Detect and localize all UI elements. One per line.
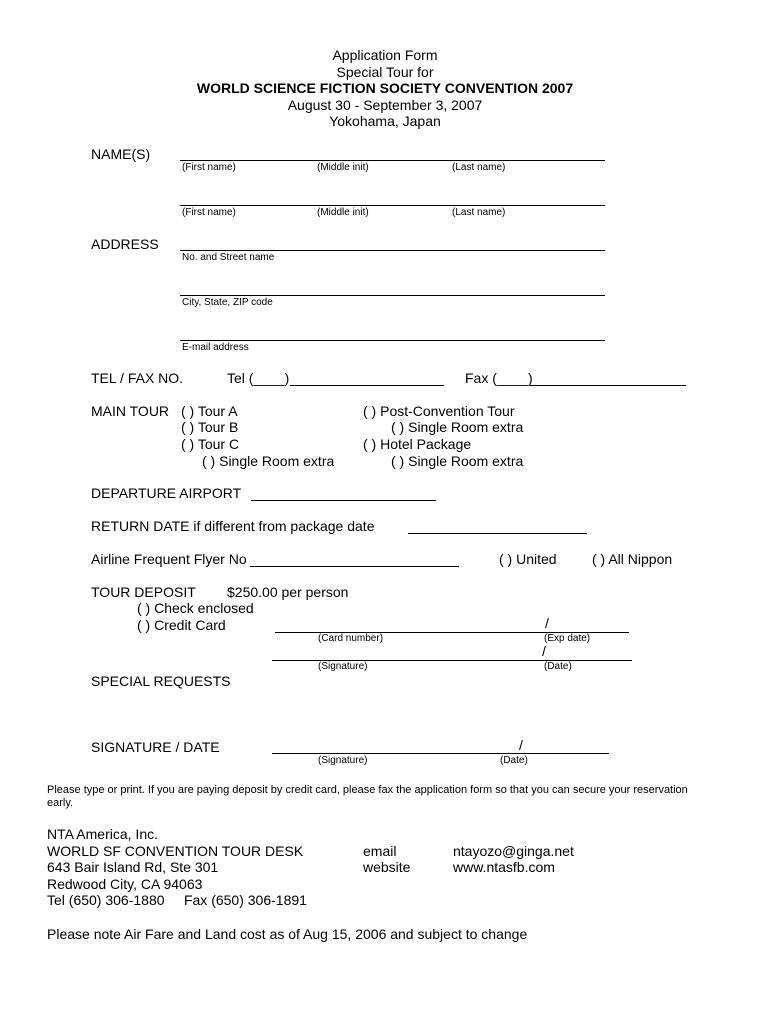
tour-deposit-label: TOUR DEPOSIT: [91, 584, 196, 600]
final-signature-caption: (Signature): [318, 755, 368, 766]
event-dates: August 30 - September 3, 2007: [287, 97, 483, 113]
airline-number-line[interactable]: [250, 566, 459, 567]
tel-line[interactable]: [290, 385, 444, 386]
first-name-caption-1: (First name): [182, 162, 236, 173]
deposit-amount: $250.00 per person: [227, 584, 349, 600]
email-label: email: [363, 843, 397, 859]
return-date-label: RETURN DATE if different from package date: [91, 518, 375, 534]
exp-date-caption: (Exp date): [544, 633, 591, 644]
final-slash: /: [519, 737, 523, 753]
fax-line[interactable]: [530, 385, 686, 386]
main-tour-label: MAIN TOUR: [91, 403, 170, 419]
website-label: website: [363, 859, 411, 875]
hotel-single-room-option[interactable]: ( ) Single Room extra: [391, 453, 524, 469]
middle-init-caption-2: (Middle init): [317, 207, 369, 218]
names-label: NAME(S): [91, 146, 151, 162]
city-line[interactable]: [180, 295, 605, 296]
contact-city: Redwood City, CA 94063: [47, 876, 203, 892]
departure-airport-line[interactable]: [251, 500, 436, 501]
tel-label: Tel (____): [227, 370, 290, 386]
contact-street: 643 Bair Island Rd, Ste 301: [47, 859, 219, 875]
middle-init-caption-1: (Middle init): [317, 162, 369, 173]
fax-label: Fax (____): [465, 370, 533, 386]
event-location: Yokohama, Japan: [329, 113, 441, 129]
event-title: WORLD SCIENCE FICTION SOCIETY CONVENTION 2007: [196, 80, 574, 96]
last-name-caption-1: (Last name): [452, 162, 506, 173]
first-name-caption-2: (First name): [182, 207, 236, 218]
hotel-package-option[interactable]: ( ) Hotel Package: [363, 436, 472, 452]
special-requests-label: SPECIAL REQUESTS: [91, 673, 231, 689]
last-name-caption-2: (Last name): [452, 207, 506, 218]
form-subtitle: Special Tour for: [336, 64, 434, 80]
single-room-option[interactable]: ( ) Single Room extra: [202, 453, 335, 469]
email-caption: E-mail address: [182, 342, 249, 353]
post-single-room-option[interactable]: ( ) Single Room extra: [391, 419, 524, 435]
street-caption: No. and Street name: [182, 252, 275, 263]
name2-line[interactable]: [180, 205, 605, 206]
all-nippon-option[interactable]: ( ) All Nippon: [592, 551, 673, 567]
tour-a-option[interactable]: ( ) Tour A: [181, 403, 238, 419]
final-signature-line[interactable]: [272, 753, 609, 754]
final-date-caption: (Date): [500, 755, 528, 766]
contact-company: NTA America, Inc.: [47, 826, 158, 842]
instructions-line-1: Please type or print. If you are paying deposit by credit card, please fax the application form so that you can secure your reservation: [47, 784, 688, 796]
contact-email[interactable]: ntayozo@ginga.net: [453, 843, 574, 859]
return-date-line[interactable]: [408, 533, 587, 534]
instructions-line-2: early.: [47, 797, 74, 809]
card-signature-caption: (Signature): [318, 661, 368, 672]
card-slash: /: [545, 615, 549, 631]
check-enclosed-option[interactable]: ( ) Check enclosed: [137, 600, 254, 616]
tour-c-option[interactable]: ( ) Tour C: [181, 436, 240, 452]
contact-desk: WORLD SF CONVENTION TOUR DESK: [47, 843, 304, 859]
email-line[interactable]: [180, 340, 605, 341]
credit-card-option[interactable]: ( ) Credit Card: [137, 617, 226, 633]
card-date-caption: (Date): [544, 661, 572, 672]
contact-website[interactable]: www.ntasfb.com: [453, 859, 555, 875]
street-line[interactable]: [180, 250, 605, 251]
address-label: ADDRESS: [91, 236, 159, 252]
united-option[interactable]: ( ) United: [499, 551, 557, 567]
departure-airport-label: DEPARTURE AIRPORT: [91, 485, 242, 501]
card-number-caption: (Card number): [318, 633, 384, 644]
tour-b-option[interactable]: ( ) Tour B: [181, 419, 239, 435]
form-title: Application Form: [332, 47, 438, 63]
contact-phone-fax: Tel (650) 306-1880 Fax (650) 306-1891: [47, 892, 307, 908]
card-sig-slash: /: [542, 643, 546, 659]
name1-line[interactable]: [180, 160, 605, 161]
airline-label: Airline Frequent Flyer No: [91, 551, 247, 567]
city-caption: City, State, ZIP code: [182, 297, 273, 308]
post-convention-option[interactable]: ( ) Post-Convention Tour: [363, 403, 515, 419]
signature-date-label: SIGNATURE / DATE: [91, 739, 220, 755]
price-disclaimer: Please note Air Fare and Land cost as of Aug 15, 2006 and subject to change: [47, 926, 528, 942]
tel-fax-label: TEL / FAX NO.: [91, 370, 184, 386]
